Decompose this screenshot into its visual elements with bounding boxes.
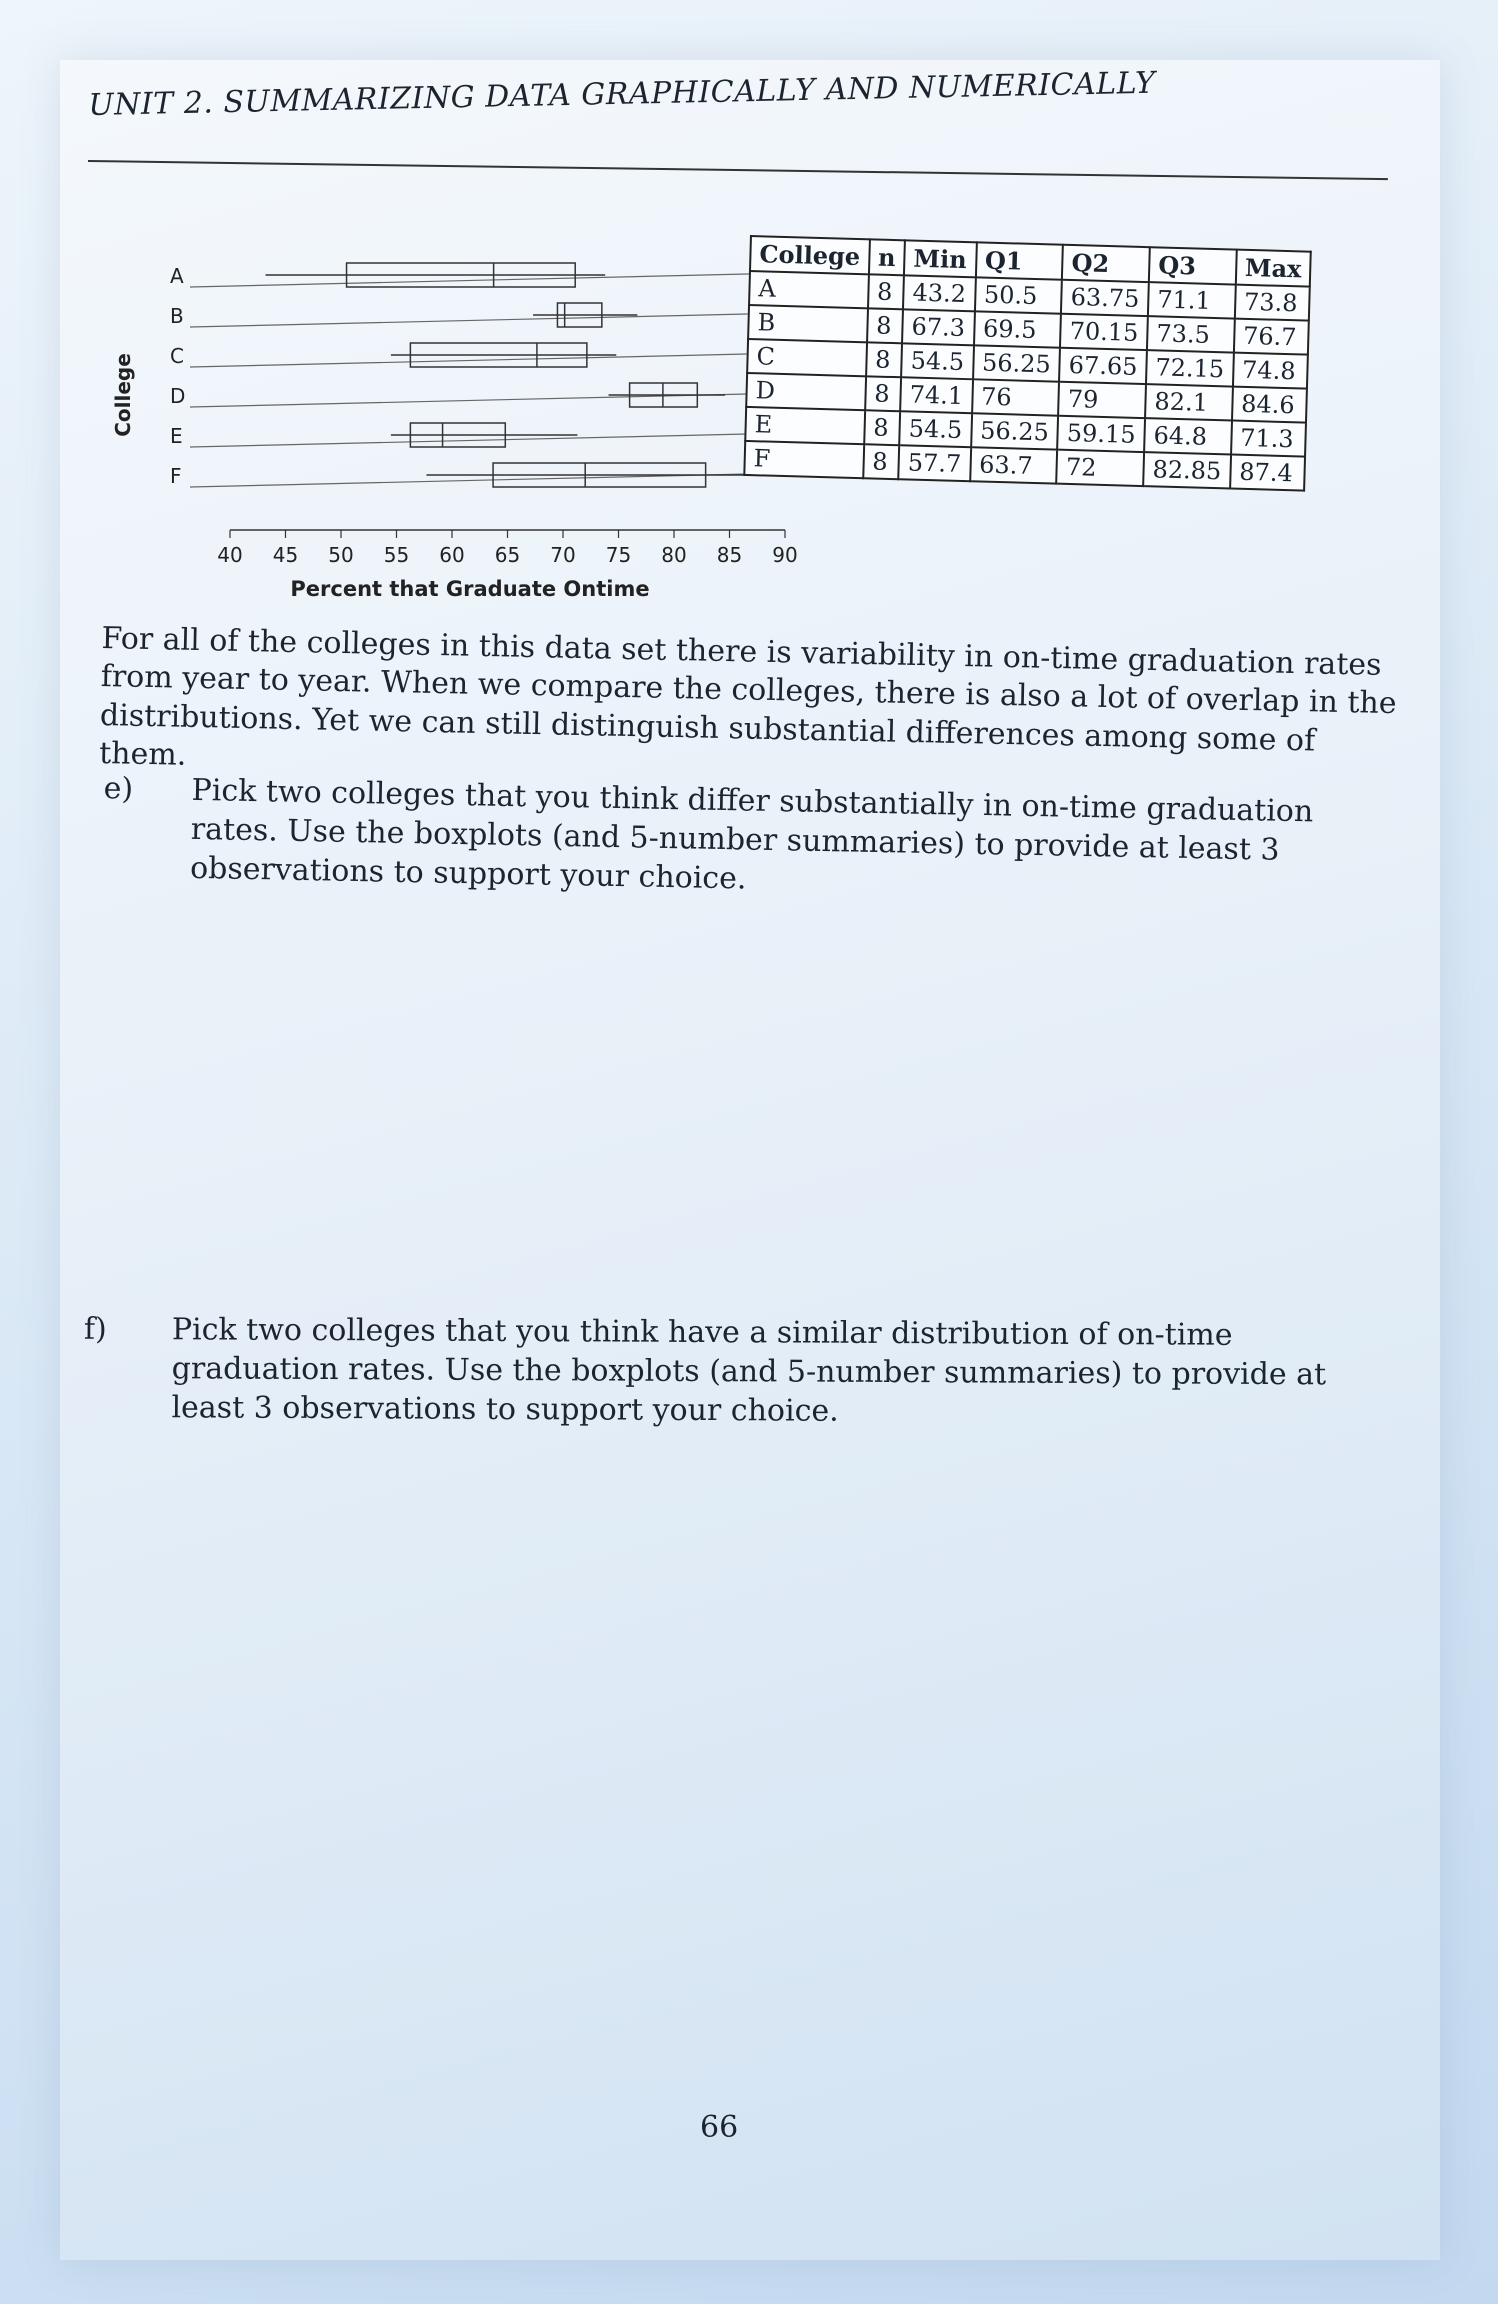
x-tick-label: 65 bbox=[494, 543, 521, 567]
table-cell: C bbox=[747, 339, 867, 376]
table-header-college: College bbox=[750, 236, 870, 274]
table-cell: 70.15 bbox=[1060, 314, 1148, 350]
table-cell: 50.5 bbox=[975, 277, 1063, 313]
table-cell: 8 bbox=[863, 444, 899, 479]
question-f-text: Pick two colleges that you think have a similar distribution of on-time graduation rates. Use the boxplots (and 5-number summaries) to provide at least 3 observations to support your choice. bbox=[171, 1312, 1327, 1429]
category-label: C bbox=[170, 344, 184, 368]
table-cell: 72 bbox=[1056, 450, 1144, 486]
table-cell: 43.2 bbox=[903, 275, 975, 311]
table-cell: B bbox=[748, 305, 868, 342]
table-cell: 54.5 bbox=[901, 343, 973, 379]
category-label: F bbox=[170, 464, 182, 488]
table-cell: 56.25 bbox=[973, 345, 1061, 381]
table-cell: 67.65 bbox=[1059, 348, 1147, 384]
question-e-label: e) bbox=[103, 771, 134, 807]
table-header-q3: Q3 bbox=[1149, 247, 1237, 284]
header-rule bbox=[88, 160, 1388, 180]
table-cell: 8 bbox=[864, 410, 900, 445]
question-f-label: f) bbox=[83, 1311, 107, 1347]
table-cell: 63.75 bbox=[1061, 280, 1149, 316]
x-axis-label: Percent that Graduate Ontime bbox=[290, 577, 650, 601]
table-cell: 8 bbox=[867, 308, 903, 343]
table-cell: 54.5 bbox=[899, 411, 971, 447]
table-cell: 56.25 bbox=[971, 413, 1059, 449]
table-cell: 59.15 bbox=[1057, 416, 1145, 452]
question-e bbox=[103, 770, 1388, 911]
x-tick-label: 60 bbox=[439, 543, 465, 567]
table-cell: A bbox=[749, 271, 869, 308]
category-label: A bbox=[170, 264, 184, 288]
question-e-text: Pick two colleges that you think differ substantially in on-time graduation rates. Use the boxplots (and 5-number summaries) to provide at least 3 observations to support your choice. bbox=[189, 772, 1314, 897]
x-tick-label: 45 bbox=[272, 543, 299, 567]
five-number-summary-table bbox=[743, 235, 1389, 494]
x-tick-label: 40 bbox=[217, 543, 243, 567]
y-axis-label: College bbox=[111, 353, 135, 437]
x-tick-label: 75 bbox=[605, 543, 632, 567]
table-cell: 69.5 bbox=[974, 311, 1062, 347]
table-header-q2: Q2 bbox=[1062, 245, 1150, 282]
table-cell: 79 bbox=[1058, 382, 1146, 418]
category-label: E bbox=[170, 424, 183, 448]
table-cell: E bbox=[745, 407, 865, 444]
table-cell: 76.7 bbox=[1234, 319, 1309, 355]
table-cell: 87.4 bbox=[1230, 455, 1305, 491]
row-guide-line bbox=[190, 313, 790, 327]
table-cell: 74.1 bbox=[900, 377, 972, 413]
page-number: 66 bbox=[700, 2110, 739, 2145]
table-cell: 63.7 bbox=[970, 447, 1058, 483]
x-tick-label: 50 bbox=[328, 543, 354, 567]
table-cell: 73.8 bbox=[1235, 285, 1310, 321]
table-cell: 74.8 bbox=[1233, 353, 1308, 389]
table-cell: 72.15 bbox=[1146, 350, 1234, 386]
question-f bbox=[83, 1310, 1368, 1433]
table-cell: 73.5 bbox=[1147, 316, 1235, 352]
category-label: D bbox=[170, 384, 186, 408]
table-cell: 71.1 bbox=[1148, 282, 1236, 318]
table-cell: F bbox=[744, 441, 864, 478]
x-tick-label: 90 bbox=[772, 543, 798, 567]
table-cell: 57.7 bbox=[898, 445, 970, 481]
table-cell: 84.6 bbox=[1232, 387, 1307, 423]
table-body bbox=[744, 271, 1310, 491]
x-tick-label: 80 bbox=[661, 543, 687, 567]
table-cell: 71.3 bbox=[1231, 421, 1306, 457]
textbook-page bbox=[60, 60, 1440, 2260]
table-cell: 8 bbox=[868, 274, 904, 309]
x-tick-label: 70 bbox=[550, 543, 576, 567]
intro-paragraph: For all of the colleges in this data set there is variability in on-time graduation rates from year to year. When we compare the colleges, there is also a lot of overlap in the distributions. Yet we can still distinguish substantial differences among some of them. bbox=[98, 620, 1397, 773]
table-header-n: n bbox=[869, 239, 905, 275]
table-cell: 67.3 bbox=[902, 309, 974, 345]
x-tick-label: 55 bbox=[383, 543, 410, 567]
table-cell: 8 bbox=[866, 342, 902, 377]
unit-header: UNIT 2. SUMMARIZING DATA GRAPHICALLY AND NUMERICALLY bbox=[88, 65, 1156, 123]
table-cell: 64.8 bbox=[1144, 418, 1232, 454]
table-header-max: Max bbox=[1236, 250, 1311, 287]
boxplot-chart bbox=[100, 235, 800, 635]
table-cell: 82.85 bbox=[1143, 452, 1231, 488]
table-cell: 76 bbox=[972, 379, 1060, 415]
table-cell: D bbox=[746, 373, 866, 410]
x-tick-label: 85 bbox=[716, 543, 743, 567]
table-cell: 82.1 bbox=[1145, 384, 1233, 420]
category-label: B bbox=[170, 304, 184, 328]
table-header-q1: Q1 bbox=[975, 242, 1063, 279]
table-header-min: Min bbox=[904, 240, 976, 277]
table-cell: 8 bbox=[865, 376, 901, 411]
